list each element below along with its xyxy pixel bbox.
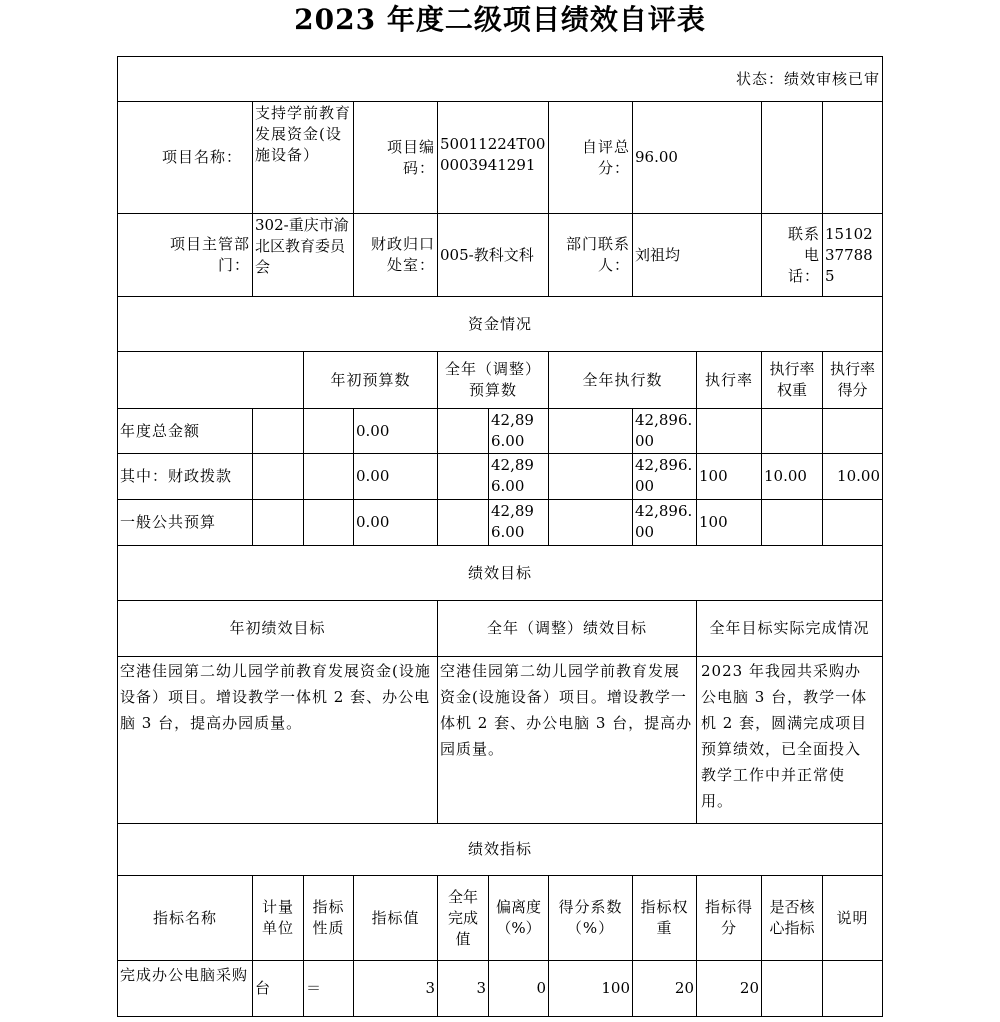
funds-header-adjusted: 全年（调整）预算数	[437, 351, 548, 408]
empty-cell	[303, 499, 353, 545]
empty-cell	[548, 408, 632, 453]
empty-cell	[761, 101, 822, 213]
indicators-section-title: 绩效指标	[117, 823, 883, 875]
indicator-core	[761, 960, 822, 1017]
empty-cell	[252, 499, 303, 545]
indicator-coef: 100	[548, 960, 632, 1017]
phone-value: 15102377885	[822, 213, 883, 296]
funds-row-initial: 0.00	[353, 408, 437, 453]
funds-header-initial: 年初预算数	[303, 351, 437, 408]
indicator-score: 20	[696, 960, 761, 1017]
funds-row-executed: 42,896.00	[632, 408, 696, 453]
funds-header-weight: 执行率权重	[761, 351, 822, 408]
funds-row-adjusted: 42,896.00	[488, 499, 548, 545]
indicators-header-deviation: 偏离度（%）	[488, 875, 548, 960]
self-score-value: 96.00	[632, 101, 761, 213]
funds-row-label: 年度总金额	[117, 408, 252, 453]
funds-row-weight: 10.00	[761, 453, 822, 499]
funds-row-score	[822, 408, 883, 453]
goals-actual-text: 2023 年我园共采购办公电脑 3 台，教学一体机 2 套，圆满完成项目预算绩效，已全面投入教学工作中并正常使用。	[696, 656, 883, 823]
indicators-header-core: 是否核心指标	[761, 875, 822, 960]
empty-cell	[437, 499, 488, 545]
self-score-label: 自评总分：	[548, 101, 632, 213]
funds-header-executed: 全年执行数	[548, 351, 696, 408]
funds-row-initial: 0.00	[353, 499, 437, 545]
indicators-header-coef: 得分系数（%）	[548, 875, 632, 960]
goals-initial-text: 空港佳园第二幼儿园学前教育发展资金(设施设备）项目。增设教学一体机 2 套、办公电脑 3 台，提高办园质量。	[117, 656, 437, 823]
empty-cell	[303, 408, 353, 453]
empty-cell	[822, 101, 883, 213]
funds-header-score: 执行率得分	[822, 351, 883, 408]
empty-cell	[437, 453, 488, 499]
indicators-header-value: 指标值	[353, 875, 437, 960]
project-code-label: 项目编码：	[353, 101, 437, 213]
funds-row-label: 其中：财政拨款	[117, 453, 252, 499]
funds-row-adjusted: 42,896.00	[488, 453, 548, 499]
funds-row-rate	[696, 408, 761, 453]
funds-row-rate: 100	[696, 453, 761, 499]
funds-row-adjusted: 42,896.00	[488, 408, 548, 453]
empty-cell	[437, 408, 488, 453]
goals-header-actual: 全年目标实际完成情况	[696, 600, 883, 656]
dept-value: 302-重庆市渝北区教育委员会	[252, 213, 353, 296]
indicators-header-nature: 指标性质	[303, 875, 353, 960]
empty-cell	[548, 453, 632, 499]
phone-label: 联系电话：	[761, 213, 822, 296]
goals-section-title: 绩效目标	[117, 545, 883, 600]
funds-row-initial: 0.00	[353, 453, 437, 499]
finance-office-label: 财政归口处室：	[353, 213, 437, 296]
indicators-header-unit: 计量单位	[252, 875, 303, 960]
indicators-header-weight: 指标权重	[632, 875, 696, 960]
funds-row-score	[822, 499, 883, 545]
empty-cell	[303, 453, 353, 499]
indicators-header-note: 说明	[822, 875, 883, 960]
funds-row-weight	[761, 408, 822, 453]
project-code-value: 50011224T000003941291	[437, 101, 548, 213]
funds-row-label: 一般公共预算	[117, 499, 252, 545]
goals-adjusted-text: 空港佳园第二幼儿园学前教育发展资金(设施设备）项目。增设教学一体机 2 套、办公电脑 3 台，提高办园质量。	[437, 656, 696, 823]
indicator-completed: 3	[437, 960, 488, 1017]
status-text: 状态：绩效审核已审	[117, 56, 883, 101]
project-name-label: 项目名称：	[117, 101, 252, 213]
funds-row-rate: 100	[696, 499, 761, 545]
indicator-deviation: 0	[488, 960, 548, 1017]
empty-cell	[252, 453, 303, 499]
funds-row-score: 10.00	[822, 453, 883, 499]
goals-header-initial: 年初绩效目标	[117, 600, 437, 656]
indicator-value: 3	[353, 960, 437, 1017]
contact-value: 刘祖均	[632, 213, 761, 296]
project-name-value: 支持学前教育发展资金(设施设备）	[252, 101, 353, 213]
dept-label: 项目主管部门：	[117, 213, 252, 296]
finance-office-value: 005-教科文科	[437, 213, 548, 296]
funds-row-weight	[761, 499, 822, 545]
funds-row-executed: 42,896.00	[632, 453, 696, 499]
funds-section-title: 资金情况	[117, 296, 883, 351]
goals-header-adjusted: 全年（调整）绩效目标	[437, 600, 696, 656]
indicators-header-name: 指标名称	[117, 875, 252, 960]
funds-header-rate: 执行率	[696, 351, 761, 408]
empty-cell	[252, 408, 303, 453]
indicator-note	[822, 960, 883, 1017]
indicators-header-score: 指标得分	[696, 875, 761, 960]
funds-header-blank	[117, 351, 303, 408]
indicators-header-completed: 全年完成值	[437, 875, 488, 960]
indicator-name: 完成办公电脑采购	[117, 960, 252, 1017]
contact-label: 部门联系人：	[548, 213, 632, 296]
indicator-unit: 台	[252, 960, 303, 1017]
funds-row-executed: 42,896.00	[632, 499, 696, 545]
empty-cell	[548, 499, 632, 545]
indicator-nature: ＝	[303, 960, 353, 1017]
indicator-weight: 20	[632, 960, 696, 1017]
page-title: 2023 年度二级项目绩效自评表	[294, 3, 706, 36]
